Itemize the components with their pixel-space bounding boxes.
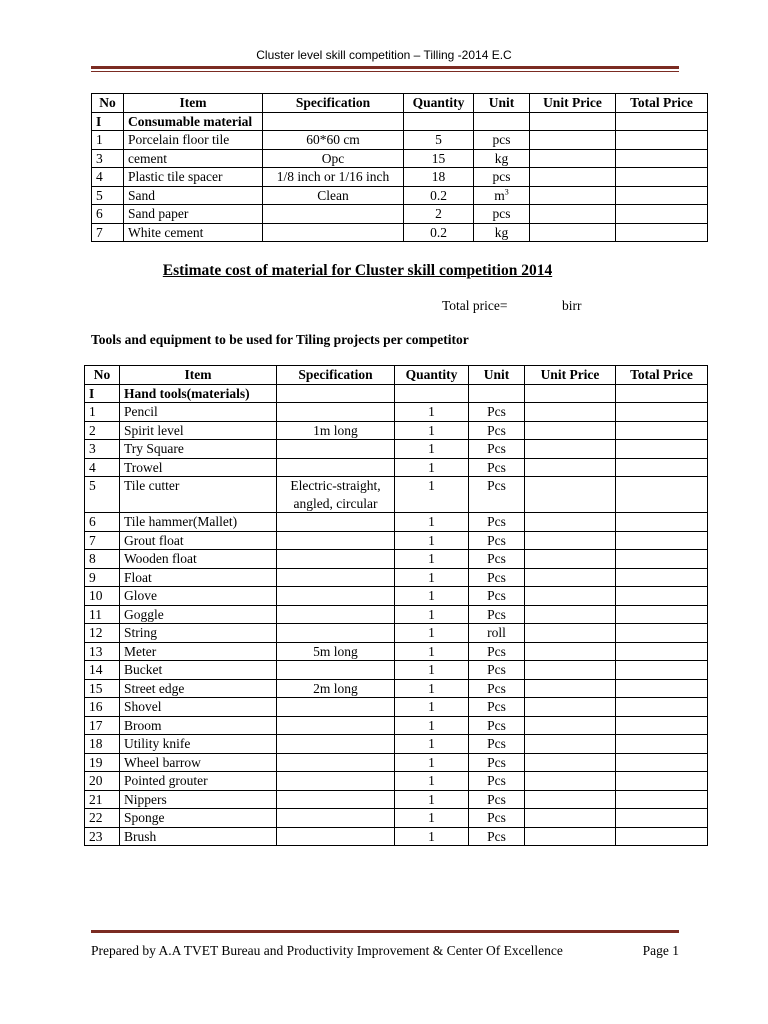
cell-no: 4 [92, 168, 124, 187]
cell-no: 20 [85, 772, 120, 791]
cell-no: 22 [85, 809, 120, 828]
cell-unit: Pcs [469, 698, 525, 717]
cell-specification: Clean [263, 186, 404, 205]
cell-specification [277, 753, 395, 772]
cell-specification [277, 550, 395, 569]
cell-unit: Pcs [469, 772, 525, 791]
table-header-row [85, 366, 708, 385]
header-title: Cluster level skill competition – Tilling -2014 E.C [256, 48, 512, 62]
cell-total-price [616, 587, 708, 606]
column-header-no: No [92, 94, 124, 113]
cell-unit: Pcs [469, 513, 525, 532]
table-row [85, 605, 708, 624]
cell-unit: Pcs [469, 568, 525, 587]
cell-unit-price [525, 624, 616, 643]
cell-no: 23 [85, 827, 120, 846]
cell-no: 1 [92, 131, 124, 150]
cell-specification [277, 605, 395, 624]
cell-total-price [616, 624, 708, 643]
column-header-quantity: Quantity [395, 366, 469, 385]
cell-specification [277, 809, 395, 828]
cell-unit-price [530, 205, 616, 224]
cell-unit: Pcs [469, 809, 525, 828]
cell-item: Nippers [120, 790, 277, 809]
cell-item: Shovel [120, 698, 277, 717]
cell-item: Sand paper [124, 205, 263, 224]
cell-unit-price [525, 809, 616, 828]
unit-text: m [494, 187, 505, 203]
cell-unit-price [530, 131, 616, 150]
table-row [85, 753, 708, 772]
cell-quantity: 1 [395, 531, 469, 550]
cell-no: 7 [85, 531, 120, 550]
table-row [92, 205, 708, 224]
table-row [85, 531, 708, 550]
cell-item: cement [124, 149, 263, 168]
cell-unit: Pcs [469, 735, 525, 754]
table-row [85, 716, 708, 735]
cell-no: 2 [85, 421, 120, 440]
cell-unit-price [530, 149, 616, 168]
cell-total-price [616, 458, 708, 477]
column-header-unit-price: Unit Price [525, 366, 616, 385]
cell-specification [277, 661, 395, 680]
cell-item: Pencil [120, 403, 277, 422]
cell-unit-price [525, 440, 616, 459]
cell-unit-price [525, 827, 616, 846]
cell-quantity: 1 [395, 568, 469, 587]
cell-quantity: 1 [395, 550, 469, 569]
cell-specification [277, 513, 395, 532]
cell-total-price [616, 790, 708, 809]
cell-no: 15 [85, 679, 120, 698]
cell-quantity: 1 [395, 458, 469, 477]
cell-no: 21 [85, 790, 120, 809]
table-row [85, 772, 708, 791]
cell-unit: Pcs [469, 642, 525, 661]
column-header-unit: Unit [469, 366, 525, 385]
cell-item: Meter [120, 642, 277, 661]
cell-unit-price [530, 186, 616, 205]
cell-item: Spirit level [120, 421, 277, 440]
cell-item: Wooden float [120, 550, 277, 569]
cell-no: 4 [85, 458, 120, 477]
cell-unit: Pcs [469, 531, 525, 550]
cell-unit-price [525, 568, 616, 587]
tools-table [84, 365, 708, 846]
cell-quantity: 1 [395, 809, 469, 828]
cell-item: Utility knife [120, 735, 277, 754]
cell-unit: Pcs [469, 421, 525, 440]
cell-no: 16 [85, 698, 120, 717]
cell-total-price [616, 403, 708, 422]
cell-total-price [616, 531, 708, 550]
cell-no: 5 [85, 477, 120, 513]
cell-specification [277, 458, 395, 477]
cell-item: Wheel barrow [120, 753, 277, 772]
cell-unit: pcs [474, 168, 530, 187]
cell-unit: pcs [474, 131, 530, 150]
cell-specification [277, 403, 395, 422]
cell-no: 14 [85, 661, 120, 680]
cell-specification: 1m long [277, 421, 395, 440]
table-row [92, 168, 708, 187]
cell-unit: Pcs [469, 753, 525, 772]
cell-item: Plastic tile spacer [124, 168, 263, 187]
footer-page-number: Page 1 [642, 943, 679, 958]
column-header-total-price: Total Price [616, 366, 708, 385]
cell-unit: Pcs [469, 587, 525, 606]
table-row [85, 679, 708, 698]
cell-total-price [616, 149, 708, 168]
total-price-currency: birr [562, 298, 582, 313]
table-row [85, 458, 708, 477]
cell-item: Porcelain floor tile [124, 131, 263, 150]
cell-total-price [616, 168, 708, 187]
cell-specification [277, 790, 395, 809]
column-header-unit: Unit [474, 94, 530, 113]
cell-quantity: 1 [395, 513, 469, 532]
cell-item: White cement [124, 223, 263, 242]
table-row [85, 477, 708, 513]
estimate-title: Estimate cost of material for Cluster skill competition 2014 [162, 262, 553, 279]
table-row [85, 440, 708, 459]
cell-quantity: 0.2 [404, 223, 474, 242]
cell-unit-price [525, 513, 616, 532]
cell-total-price [616, 440, 708, 459]
cell-quantity: 1 [395, 716, 469, 735]
cell-unit-price [525, 716, 616, 735]
cell-no: 8 [85, 550, 120, 569]
cell-unit-price [525, 458, 616, 477]
cell-specification [277, 772, 395, 791]
column-header-unit-price: Unit Price [530, 94, 616, 113]
cell-unit-price [525, 550, 616, 569]
cell-item: Brush [120, 827, 277, 846]
cell-total-price [616, 568, 708, 587]
header-rule-thin [91, 71, 679, 72]
cell-total-price [616, 223, 708, 242]
cell-unit: roll [469, 624, 525, 643]
page-footer [91, 943, 679, 959]
cell-unit: Pcs [469, 458, 525, 477]
cell-item: Grout float [120, 531, 277, 550]
column-header-quantity: Quantity [404, 94, 474, 113]
cell-quantity: 1 [395, 605, 469, 624]
cell-item: Broom [120, 716, 277, 735]
cell-unit-price [525, 531, 616, 550]
cell-total-price [616, 772, 708, 791]
cell-unit-price [525, 477, 616, 513]
cell-unit: Pcs [469, 440, 525, 459]
cell-total-price [616, 477, 708, 513]
cell-item: Try Square [120, 440, 277, 459]
cell-item: String [120, 624, 277, 643]
cell-quantity: 1 [395, 587, 469, 606]
cell-specification [277, 827, 395, 846]
table-row [92, 149, 708, 168]
table-row [92, 131, 708, 150]
cell-quantity: 1 [395, 661, 469, 680]
table-row [85, 827, 708, 846]
cell-no: 6 [92, 205, 124, 224]
cell-quantity: 15 [404, 149, 474, 168]
cell-total-price [616, 716, 708, 735]
cell-unit-price [530, 168, 616, 187]
cell-no: 3 [92, 149, 124, 168]
cell-item: Tile hammer(Mallet) [120, 513, 277, 532]
column-header-item: Item [120, 366, 277, 385]
cell-total-price [616, 679, 708, 698]
cell-quantity: 1 [395, 790, 469, 809]
table-row [85, 624, 708, 643]
cell-total-price [616, 698, 708, 717]
cell-specification [263, 223, 404, 242]
cell-unit-price [525, 790, 616, 809]
table-row [85, 642, 708, 661]
section-row [85, 384, 708, 403]
cell-item: Glove [120, 587, 277, 606]
cell-unit-price [525, 642, 616, 661]
cell-quantity: 1 [395, 642, 469, 661]
cell-no: 19 [85, 753, 120, 772]
cell-total-price [616, 513, 708, 532]
section-label: Consumable material [124, 112, 263, 131]
cell-unit: Pcs [469, 403, 525, 422]
cell-item: Bucket [120, 661, 277, 680]
footer-rule [91, 930, 679, 933]
table-row [85, 661, 708, 680]
cell-unit: Pcs [469, 550, 525, 569]
cell-total-price [616, 827, 708, 846]
cell-item: Trowel [120, 458, 277, 477]
cell-unit-price [530, 223, 616, 242]
cell-quantity: 1 [395, 440, 469, 459]
section-number: I [85, 384, 120, 403]
cell-total-price [616, 186, 708, 205]
cell-quantity: 1 [395, 698, 469, 717]
cell-total-price [616, 809, 708, 828]
cell-unit-price [525, 772, 616, 791]
cell-unit: pcs [474, 205, 530, 224]
cell-unit: Pcs [469, 661, 525, 680]
cell-specification [277, 698, 395, 717]
cell-unit: kg [474, 149, 530, 168]
table-row [85, 550, 708, 569]
column-header-item: Item [124, 94, 263, 113]
cell-no: 11 [85, 605, 120, 624]
cell-quantity: 1 [395, 624, 469, 643]
cell-total-price [616, 550, 708, 569]
cell-total-price [616, 131, 708, 150]
cell-quantity: 2 [404, 205, 474, 224]
cell-specification [263, 205, 404, 224]
column-header-specification: Specification [277, 366, 395, 385]
cell-unit-price [525, 587, 616, 606]
cell-item: Goggle [120, 605, 277, 624]
cell-unit-price [525, 698, 616, 717]
table-row [85, 568, 708, 587]
cell-item: Float [120, 568, 277, 587]
cell-item: Tile cutter [120, 477, 277, 513]
table-row [85, 513, 708, 532]
cell-specification [277, 716, 395, 735]
cell-item: Sponge [120, 809, 277, 828]
unit-superscript: 3 [504, 187, 509, 196]
header-rule-thick [91, 66, 679, 69]
cell-no: 17 [85, 716, 120, 735]
tools-title: Tools and equipment to be used for Tiling projects per competitor [91, 332, 469, 347]
cell-quantity: 1 [395, 772, 469, 791]
cell-specification [277, 531, 395, 550]
cell-specification: 2m long [277, 679, 395, 698]
cell-no: 10 [85, 587, 120, 606]
cell-quantity: 18 [404, 168, 474, 187]
cell-unit-price [525, 661, 616, 680]
cell-unit-price [525, 605, 616, 624]
cell-total-price [616, 205, 708, 224]
cell-specification [277, 735, 395, 754]
cell-total-price [616, 642, 708, 661]
cell-unit: Pcs [469, 679, 525, 698]
total-price-line [442, 298, 582, 314]
cell-no: 13 [85, 642, 120, 661]
table-row [92, 223, 708, 242]
cell-no: 5 [92, 186, 124, 205]
cell-specification [277, 568, 395, 587]
cell-no: 3 [85, 440, 120, 459]
cell-item: Sand [124, 186, 263, 205]
cell-item: Pointed grouter [120, 772, 277, 791]
cell-quantity: 1 [395, 735, 469, 754]
cell-quantity: 1 [395, 827, 469, 846]
total-price-label: Total price= [442, 298, 508, 313]
cell-specification [277, 624, 395, 643]
cell-quantity: 1 [395, 679, 469, 698]
table-row [92, 186, 708, 205]
cell-specification: Opc [263, 149, 404, 168]
cell-quantity: 0.2 [404, 186, 474, 205]
cell-no: 7 [92, 223, 124, 242]
table-row [85, 421, 708, 440]
cell-unit-price [525, 753, 616, 772]
cell-unit: kg [474, 223, 530, 242]
cell-unit: Pcs [469, 790, 525, 809]
cell-specification [277, 440, 395, 459]
column-header-total-price: Total Price [616, 94, 708, 113]
table-row [85, 809, 708, 828]
section-number: I [92, 112, 124, 131]
cell-unit [474, 186, 530, 205]
footer-prepared-by: Prepared by A.A TVET Bureau and Productivity Improvement & Center Of Excellence [91, 943, 563, 958]
cell-unit: Pcs [469, 605, 525, 624]
column-header-no: No [85, 366, 120, 385]
cell-no: 18 [85, 735, 120, 754]
table-header-row [92, 94, 708, 113]
cell-quantity: 5 [404, 131, 474, 150]
section-row [92, 112, 708, 131]
table-row [85, 403, 708, 422]
cell-item: Street edge [120, 679, 277, 698]
table-row [85, 735, 708, 754]
material-table [91, 93, 708, 242]
table-row [85, 587, 708, 606]
cell-specification [277, 587, 395, 606]
cell-total-price [616, 661, 708, 680]
cell-unit: Pcs [469, 477, 525, 513]
cell-total-price [616, 753, 708, 772]
cell-no: 6 [85, 513, 120, 532]
cell-unit: Pcs [469, 827, 525, 846]
section-label: Hand tools(materials) [120, 384, 277, 403]
cell-total-price [616, 421, 708, 440]
cell-specification: Electric-straight, angled, circular [277, 477, 395, 513]
cell-specification: 5m long [277, 642, 395, 661]
cell-quantity: 1 [395, 403, 469, 422]
cell-specification: 60*60 cm [263, 131, 404, 150]
cell-quantity: 1 [395, 753, 469, 772]
cell-unit-price [525, 403, 616, 422]
cell-specification: 1/8 inch or 1/16 inch [263, 168, 404, 187]
cell-unit-price [525, 735, 616, 754]
cell-no: 9 [85, 568, 120, 587]
column-header-specification: Specification [263, 94, 404, 113]
cell-no: 12 [85, 624, 120, 643]
cell-total-price [616, 735, 708, 754]
cell-quantity: 1 [395, 421, 469, 440]
table-row [85, 790, 708, 809]
cell-unit-price [525, 421, 616, 440]
cell-unit: Pcs [469, 716, 525, 735]
cell-unit-price [525, 679, 616, 698]
table-row [85, 698, 708, 717]
cell-total-price [616, 605, 708, 624]
cell-quantity: 1 [395, 477, 469, 513]
cell-no: 1 [85, 403, 120, 422]
